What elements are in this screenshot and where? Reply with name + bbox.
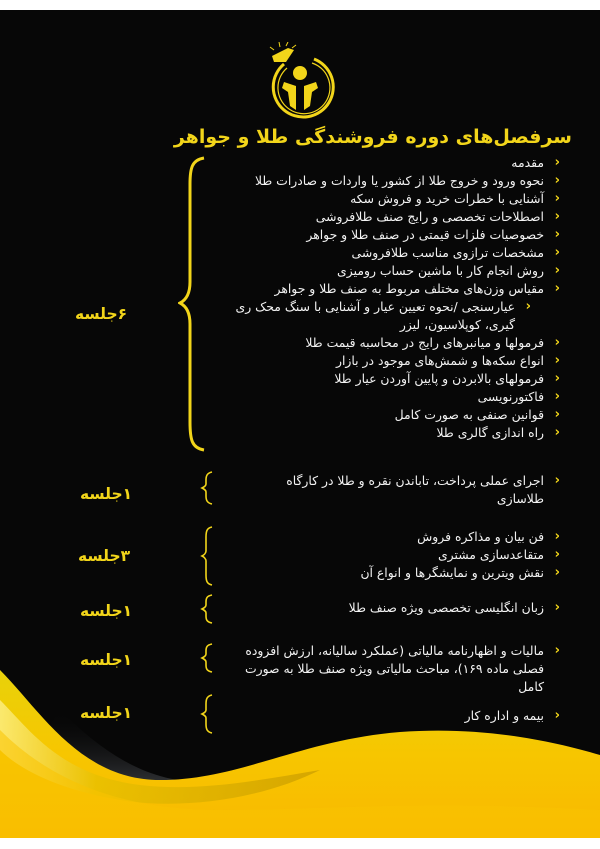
list-item: ‹ خصوصیات فلزات قیمتی در صنف طلا و جواهر [306, 227, 560, 242]
chevron-left-icon: ‹ [554, 335, 560, 350]
list-item: ‹ زبان انگلیسی تخصصی ویژه صنف طلا [348, 600, 560, 615]
chevron-left-icon: ‹ [554, 547, 560, 562]
chevron-left-icon: ‹ [525, 299, 531, 314]
list-item: ‹ مقیاس وزن‌های مختلف مربوط به صنف طلا و جواهر [274, 281, 560, 296]
list-item: ‹ فرمولها و میانبرهای رایج در محاسبه قیمت طلا [305, 335, 560, 350]
list-item: ‹ نحوه ورود و خروج طلا از کشور یا واردات و صادرات طلا [254, 173, 560, 188]
list-item: ‹ آشنایی با خطرات خرید و فروش سکه [350, 191, 560, 206]
chevron-left-icon: ‹ [554, 643, 560, 658]
list-item: ‹ انواع سکه‌ها و شمش‌های موجود در بازار [335, 353, 560, 368]
course-syllabus-poster [0, 10, 600, 838]
chevron-left-icon: ‹ [554, 263, 560, 278]
list-item: ‹ بیمه و اداره کار [464, 708, 560, 723]
chevron-left-icon: ‹ [554, 529, 560, 544]
chevron-left-icon: ‹ [554, 473, 560, 488]
list-item: ‹ قوانین صنفی به صورت کامل [394, 407, 560, 422]
session-count-label: ۱جلسه [80, 651, 133, 669]
chevron-left-icon: ‹ [554, 245, 560, 260]
session-count-label: ۱جلسه [80, 485, 133, 503]
session-count-label: ۳جلسه [78, 547, 131, 565]
chevron-left-icon: ‹ [554, 227, 560, 242]
list-item: ‹ عیارسنجی /نحوه تعیین عیار و آشنایی با سنگ محک ری گیری، کوپلاسیون، لیزر [235, 299, 531, 332]
chevron-left-icon: ‹ [554, 173, 560, 188]
list-item: ‹ فاکتورنویسی [477, 389, 560, 404]
curly-brace-icon [200, 693, 214, 735]
list-item: ‹ اجرای عملی پرداخت، تاباندن نقره و طلا در کارگاه طلاسازی [286, 473, 560, 506]
session-count-label: ۶جلسه [75, 305, 128, 323]
topic-list [260, 599, 560, 617]
list-item: ‹ فن بیان و مذاکره فروش [417, 529, 560, 544]
chevron-left-icon: ‹ [554, 155, 560, 170]
chevron-left-icon: ‹ [554, 407, 560, 422]
curly-brace-icon [200, 642, 214, 674]
curly-brace-icon [200, 593, 214, 625]
list-item: ‹ نقش ویترین و نمایشگرها و انواع آن [360, 565, 560, 580]
chevron-left-icon: ‹ [554, 600, 560, 615]
chevron-left-icon: ‹ [554, 353, 560, 368]
list-item: ‹ اصطلاحات تخصصی و رایج صنف طلافروشی [315, 209, 560, 224]
session-count-label: ۱جلسه [80, 704, 133, 722]
list-item: ‹ مالیات و اظهارنامه مالیاتی (عملکرد سالیانه، ارزش افزوده فصلی ماده ۱۶۹)، مباحث مالیاتی ویژه صنف طلا به صورت کامل [245, 643, 560, 694]
session-count-label: ۱جلسه [80, 602, 133, 620]
list-item: ‹ روش انجام کار با ماشین حساب رومیزی [337, 263, 560, 278]
list-item: ‹ فرمولهای بالابردن و پایین آوردن عیار طلا [334, 371, 560, 386]
chevron-left-icon: ‹ [554, 708, 560, 723]
curly-brace-icon [200, 525, 214, 587]
list-item: ‹ راه اندازی گالری طلا [436, 425, 560, 440]
topic-list [225, 154, 560, 442]
topic-list [260, 528, 560, 582]
chevron-left-icon: ‹ [554, 209, 560, 224]
chevron-left-icon: ‹ [554, 371, 560, 386]
chevron-left-icon: ‹ [554, 565, 560, 580]
diamond-ring-person-icon [262, 42, 338, 122]
topic-list [225, 642, 560, 696]
chevron-left-icon: ‹ [554, 281, 560, 296]
chevron-left-icon: ‹ [554, 425, 560, 440]
chevron-left-icon: ‹ [554, 191, 560, 206]
list-item: ‹ متقاعدسازی مشتری [437, 547, 560, 562]
page-title: سرفصل‌های دوره فروشندگی طلا و جواهر [173, 126, 572, 148]
curly-brace-icon [178, 154, 206, 454]
chevron-left-icon: ‹ [554, 389, 560, 404]
list-item: ‹ مقدمه [511, 155, 560, 170]
list-item: ‹ مشخصات ترازوی مناسب طلافروشی [351, 245, 560, 260]
topic-list [260, 472, 560, 508]
curly-brace-icon [200, 470, 214, 506]
topic-list [260, 707, 560, 725]
